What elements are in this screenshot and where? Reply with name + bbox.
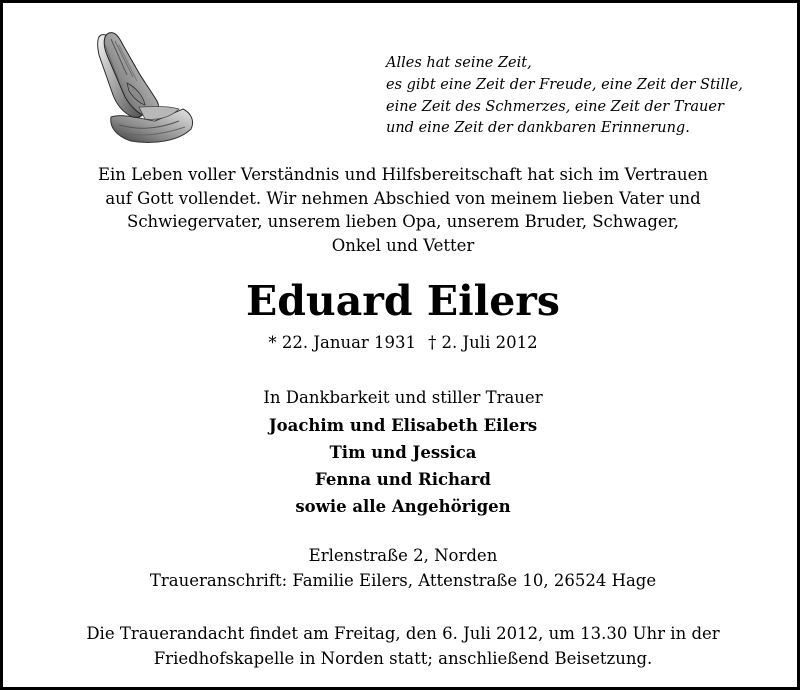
praying-hands-icon <box>83 29 199 151</box>
intro-text <box>3 163 800 257</box>
deceased-name: Eduard Eilers <box>245 277 560 325</box>
birth-date: * 22. Januar 1931 <box>268 333 417 352</box>
poem-line: Alles hat seine Zeit, <box>386 55 532 71</box>
mourner-name: sowie alle Angehörigen <box>295 497 511 516</box>
mourner-name: Joachim und Elisabeth Eilers <box>268 416 538 435</box>
death-date: † 2. Juli 2012 <box>428 333 538 352</box>
poem <box>386 53 786 140</box>
poem-line: eine Zeit des Schmerzes, eine Zeit der Trauer <box>386 98 724 115</box>
address-block <box>3 543 800 593</box>
mourners-block <box>3 385 800 520</box>
mourner-name: Tim und Jessica <box>329 443 477 462</box>
life-dates <box>3 331 800 355</box>
mourner-name: Fenna und Richard <box>315 470 491 489</box>
service-line: Friedhofskapelle in Norden statt; anschließend Beisetzung. <box>153 649 653 668</box>
service-block <box>3 621 800 671</box>
mourning-address: Traueranschrift: Familie Eilers, Attenstraße 10, 26524 Hage <box>149 571 657 590</box>
mourners-heading: In Dankbarkeit und stiller Trauer <box>263 388 543 407</box>
intro-line: Schwiegervater, unserem lieben Opa, unserem Bruder, Schwager, <box>127 212 679 231</box>
intro-line: Onkel und Vetter <box>331 235 475 255</box>
intro-line: Ein Leben voller Verständnis und Hilfsbereitschaft hat sich im Vertrauen <box>97 165 709 184</box>
intro-line: auf Gott vollendet. Wir nehmen Abschied von meinem lieben Vater und <box>105 188 701 208</box>
service-line: Die Trauerandacht findet am Freitag, den 6. Juli 2012, um 13.30 Uhr in der <box>86 624 720 643</box>
poem-line: und eine Zeit der dankbaren Erinnerung. <box>386 120 690 137</box>
poem-line: es gibt eine Zeit der Freude, eine Zeit der Stille, <box>386 76 743 93</box>
residence-address: Erlenstraße 2, Norden <box>308 546 498 565</box>
